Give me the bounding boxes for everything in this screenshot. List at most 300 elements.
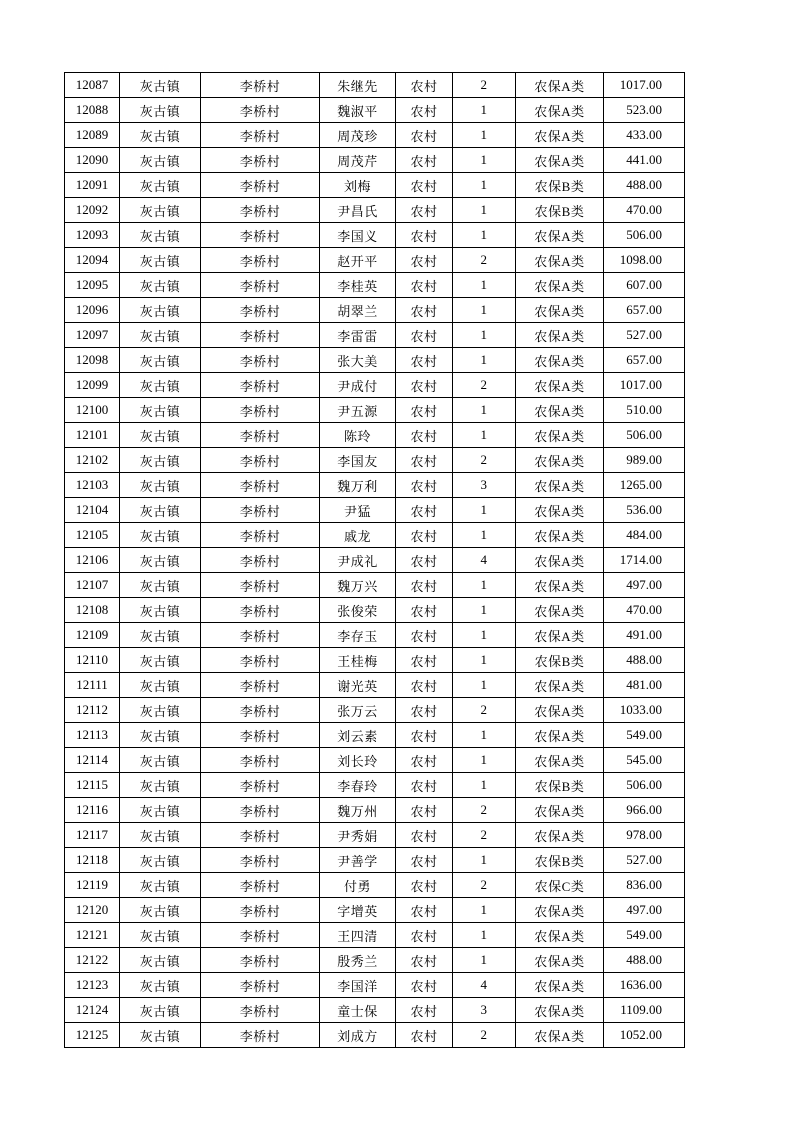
table-cell-category: 农村 xyxy=(396,698,453,723)
table-cell-town: 灰古镇 xyxy=(120,973,201,998)
table-cell-name: 李雷雷 xyxy=(320,323,396,348)
table-cell-village: 李桥村 xyxy=(201,573,320,598)
table-cell-category: 农村 xyxy=(396,398,453,423)
table-cell-amount: 1109.00 xyxy=(604,998,685,1023)
table-cell-category: 农村 xyxy=(396,723,453,748)
table-cell-id: 12106 xyxy=(65,548,120,573)
table-row xyxy=(65,698,685,723)
table-cell-village: 李桥村 xyxy=(201,73,320,98)
table-cell-person_count: 1 xyxy=(453,573,516,598)
table-cell-village: 李桥村 xyxy=(201,123,320,148)
table-cell-name: 尹成付 xyxy=(320,373,396,398)
table-cell-village: 李桥村 xyxy=(201,1023,320,1048)
table-row xyxy=(65,673,685,698)
table-cell-person_count: 1 xyxy=(453,773,516,798)
table-cell-amount: 481.00 xyxy=(604,673,685,698)
table-cell-village: 李桥村 xyxy=(201,173,320,198)
table-cell-category: 农村 xyxy=(396,373,453,398)
table-cell-amount: 484.00 xyxy=(604,523,685,548)
table-cell-name: 周茂珍 xyxy=(320,123,396,148)
table-cell-amount: 836.00 xyxy=(604,873,685,898)
table-cell-amount: 510.00 xyxy=(604,398,685,423)
table-cell-category: 农村 xyxy=(396,423,453,448)
table-cell-village: 李桥村 xyxy=(201,323,320,348)
table-cell-amount: 1098.00 xyxy=(604,248,685,273)
table-cell-id: 12119 xyxy=(65,873,120,898)
table-cell-name: 王四清 xyxy=(320,923,396,948)
data-table xyxy=(64,72,685,1048)
table-cell-id: 12104 xyxy=(65,498,120,523)
table-cell-insurance_type: 农保A类 xyxy=(516,448,604,473)
table-cell-amount: 1636.00 xyxy=(604,973,685,998)
table-row xyxy=(65,523,685,548)
table-cell-name: 朱继先 xyxy=(320,73,396,98)
table-cell-amount: 488.00 xyxy=(604,648,685,673)
table-cell-id: 12097 xyxy=(65,323,120,348)
table-row xyxy=(65,748,685,773)
table-row xyxy=(65,623,685,648)
table-cell-person_count: 2 xyxy=(453,448,516,473)
table-cell-amount: 497.00 xyxy=(604,898,685,923)
table-cell-amount: 470.00 xyxy=(604,198,685,223)
table-cell-town: 灰古镇 xyxy=(120,798,201,823)
table-cell-person_count: 4 xyxy=(453,973,516,998)
table-cell-town: 灰古镇 xyxy=(120,423,201,448)
table-cell-amount: 488.00 xyxy=(604,173,685,198)
table-cell-town: 灰古镇 xyxy=(120,348,201,373)
table-row xyxy=(65,648,685,673)
table-row xyxy=(65,848,685,873)
table-cell-village: 李桥村 xyxy=(201,248,320,273)
table-cell-amount: 1017.00 xyxy=(604,73,685,98)
table-cell-person_count: 1 xyxy=(453,98,516,123)
table-cell-insurance_type: 农保B类 xyxy=(516,773,604,798)
table-cell-insurance_type: 农保B类 xyxy=(516,173,604,198)
table-cell-name: 张俊荣 xyxy=(320,598,396,623)
table-cell-id: 12110 xyxy=(65,648,120,673)
table-row xyxy=(65,423,685,448)
table-cell-name: 尹善学 xyxy=(320,848,396,873)
table-cell-town: 灰古镇 xyxy=(120,598,201,623)
table-cell-person_count: 2 xyxy=(453,248,516,273)
table-cell-amount: 549.00 xyxy=(604,923,685,948)
table-row xyxy=(65,298,685,323)
table-cell-id: 12099 xyxy=(65,373,120,398)
table-row xyxy=(65,973,685,998)
table-cell-name: 尹五源 xyxy=(320,398,396,423)
table-cell-town: 灰古镇 xyxy=(120,173,201,198)
table-cell-insurance_type: 农保A类 xyxy=(516,423,604,448)
table-cell-amount: 657.00 xyxy=(604,348,685,373)
table-cell-category: 农村 xyxy=(396,198,453,223)
table-cell-id: 12111 xyxy=(65,673,120,698)
table-cell-insurance_type: 农保A类 xyxy=(516,473,604,498)
table-cell-category: 农村 xyxy=(396,548,453,573)
table-cell-id: 12091 xyxy=(65,173,120,198)
table-cell-id: 12123 xyxy=(65,973,120,998)
table-cell-category: 农村 xyxy=(396,98,453,123)
table-cell-town: 灰古镇 xyxy=(120,448,201,473)
table-cell-village: 李桥村 xyxy=(201,523,320,548)
table-cell-village: 李桥村 xyxy=(201,423,320,448)
table-cell-village: 李桥村 xyxy=(201,623,320,648)
table-cell-amount: 1033.00 xyxy=(604,698,685,723)
table-cell-town: 灰古镇 xyxy=(120,323,201,348)
table-cell-village: 李桥村 xyxy=(201,148,320,173)
table-cell-town: 灰古镇 xyxy=(120,823,201,848)
table-cell-name: 童士保 xyxy=(320,998,396,1023)
table-cell-town: 灰古镇 xyxy=(120,248,201,273)
table-row xyxy=(65,398,685,423)
table-cell-insurance_type: 农保A类 xyxy=(516,348,604,373)
table-cell-amount: 1714.00 xyxy=(604,548,685,573)
table-cell-name: 尹秀娟 xyxy=(320,823,396,848)
table-row xyxy=(65,348,685,373)
table-row xyxy=(65,148,685,173)
table-cell-name: 李国义 xyxy=(320,223,396,248)
table-row xyxy=(65,573,685,598)
table-cell-town: 灰古镇 xyxy=(120,298,201,323)
table-cell-person_count: 1 xyxy=(453,523,516,548)
table-cell-town: 灰古镇 xyxy=(120,498,201,523)
table-cell-amount: 433.00 xyxy=(604,123,685,148)
table-cell-town: 灰古镇 xyxy=(120,1023,201,1048)
table-cell-name: 殷秀兰 xyxy=(320,948,396,973)
table-cell-insurance_type: 农保A类 xyxy=(516,998,604,1023)
table-cell-name: 李春玲 xyxy=(320,773,396,798)
table-cell-name: 刘成方 xyxy=(320,1023,396,1048)
table-cell-name: 尹猛 xyxy=(320,498,396,523)
table-row xyxy=(65,198,685,223)
table-cell-category: 农村 xyxy=(396,573,453,598)
table-cell-insurance_type: 农保A类 xyxy=(516,923,604,948)
table-cell-category: 农村 xyxy=(396,823,453,848)
table-cell-village: 李桥村 xyxy=(201,898,320,923)
table-cell-person_count: 1 xyxy=(453,273,516,298)
table-cell-village: 李桥村 xyxy=(201,773,320,798)
table-cell-insurance_type: 农保A类 xyxy=(516,548,604,573)
table-cell-person_count: 1 xyxy=(453,723,516,748)
table-cell-person_count: 1 xyxy=(453,498,516,523)
table-cell-id: 12118 xyxy=(65,848,120,873)
table-cell-town: 灰古镇 xyxy=(120,848,201,873)
table-cell-category: 农村 xyxy=(396,523,453,548)
table-cell-insurance_type: 农保A类 xyxy=(516,98,604,123)
table-cell-name: 张大美 xyxy=(320,348,396,373)
table-cell-insurance_type: 农保B类 xyxy=(516,648,604,673)
table-cell-name: 刘云素 xyxy=(320,723,396,748)
table-cell-id: 12115 xyxy=(65,773,120,798)
table-cell-person_count: 1 xyxy=(453,173,516,198)
table-row xyxy=(65,248,685,273)
table-cell-name: 付勇 xyxy=(320,873,396,898)
table-cell-name: 胡翠兰 xyxy=(320,298,396,323)
table-cell-name: 魏万利 xyxy=(320,473,396,498)
table-cell-id: 12093 xyxy=(65,223,120,248)
table-cell-village: 李桥村 xyxy=(201,548,320,573)
table-cell-amount: 488.00 xyxy=(604,948,685,973)
table-row xyxy=(65,373,685,398)
table-cell-village: 李桥村 xyxy=(201,298,320,323)
table-cell-category: 农村 xyxy=(396,598,453,623)
table-cell-person_count: 1 xyxy=(453,598,516,623)
table-cell-name: 赵开平 xyxy=(320,248,396,273)
table-cell-name: 谢光英 xyxy=(320,673,396,698)
table-cell-id: 12113 xyxy=(65,723,120,748)
table-cell-town: 灰古镇 xyxy=(120,998,201,1023)
table-cell-insurance_type: 农保A类 xyxy=(516,748,604,773)
table-row xyxy=(65,773,685,798)
table-cell-person_count: 1 xyxy=(453,623,516,648)
table-cell-category: 农村 xyxy=(396,948,453,973)
table-cell-village: 李桥村 xyxy=(201,273,320,298)
table-cell-insurance_type: 农保A类 xyxy=(516,973,604,998)
table-cell-village: 李桥村 xyxy=(201,473,320,498)
table-cell-amount: 545.00 xyxy=(604,748,685,773)
table-cell-town: 灰古镇 xyxy=(120,773,201,798)
table-cell-town: 灰古镇 xyxy=(120,923,201,948)
table-row xyxy=(65,798,685,823)
table-row xyxy=(65,498,685,523)
table-cell-person_count: 1 xyxy=(453,923,516,948)
table-cell-town: 灰古镇 xyxy=(120,523,201,548)
table-cell-category: 农村 xyxy=(396,898,453,923)
table-row xyxy=(65,923,685,948)
table-row xyxy=(65,998,685,1023)
table-cell-town: 灰古镇 xyxy=(120,573,201,598)
table-cell-person_count: 2 xyxy=(453,798,516,823)
table-cell-person_count: 1 xyxy=(453,748,516,773)
table-cell-insurance_type: 农保A类 xyxy=(516,323,604,348)
table-cell-id: 12114 xyxy=(65,748,120,773)
table-cell-name: 王桂梅 xyxy=(320,648,396,673)
table-cell-id: 12117 xyxy=(65,823,120,848)
table-cell-category: 农村 xyxy=(396,223,453,248)
table-cell-name: 字增英 xyxy=(320,898,396,923)
table-cell-category: 农村 xyxy=(396,873,453,898)
table-cell-person_count: 2 xyxy=(453,873,516,898)
table-cell-town: 灰古镇 xyxy=(120,473,201,498)
table-cell-insurance_type: 农保B类 xyxy=(516,198,604,223)
table-cell-amount: 527.00 xyxy=(604,323,685,348)
table-cell-id: 12120 xyxy=(65,898,120,923)
table-cell-insurance_type: 农保A类 xyxy=(516,673,604,698)
table-row xyxy=(65,448,685,473)
table-cell-person_count: 1 xyxy=(453,848,516,873)
table-cell-person_count: 1 xyxy=(453,648,516,673)
table-cell-insurance_type: 农保A类 xyxy=(516,398,604,423)
table-cell-insurance_type: 农保A类 xyxy=(516,898,604,923)
table-cell-amount: 470.00 xyxy=(604,598,685,623)
table-cell-village: 李桥村 xyxy=(201,698,320,723)
table-cell-category: 农村 xyxy=(396,298,453,323)
table-cell-village: 李桥村 xyxy=(201,648,320,673)
table-cell-person_count: 2 xyxy=(453,1023,516,1048)
table-cell-amount: 657.00 xyxy=(604,298,685,323)
table-cell-village: 李桥村 xyxy=(201,348,320,373)
table-cell-insurance_type: 农保A类 xyxy=(516,523,604,548)
table-cell-person_count: 4 xyxy=(453,548,516,573)
table-cell-id: 12108 xyxy=(65,598,120,623)
table-row xyxy=(65,473,685,498)
table-cell-town: 灰古镇 xyxy=(120,648,201,673)
table-cell-person_count: 1 xyxy=(453,123,516,148)
table-cell-village: 李桥村 xyxy=(201,673,320,698)
table-cell-town: 灰古镇 xyxy=(120,398,201,423)
table-cell-id: 12121 xyxy=(65,923,120,948)
table-cell-person_count: 1 xyxy=(453,898,516,923)
table-cell-name: 尹昌氏 xyxy=(320,198,396,223)
table-cell-category: 农村 xyxy=(396,673,453,698)
table-cell-town: 灰古镇 xyxy=(120,123,201,148)
table-row xyxy=(65,73,685,98)
table-cell-person_count: 3 xyxy=(453,473,516,498)
table-cell-town: 灰古镇 xyxy=(120,623,201,648)
table-cell-village: 李桥村 xyxy=(201,598,320,623)
table-row xyxy=(65,1023,685,1048)
table-row xyxy=(65,723,685,748)
table-cell-category: 农村 xyxy=(396,748,453,773)
table-cell-category: 农村 xyxy=(396,173,453,198)
table-cell-category: 农村 xyxy=(396,923,453,948)
table-cell-insurance_type: 农保A类 xyxy=(516,798,604,823)
table-cell-village: 李桥村 xyxy=(201,373,320,398)
table-cell-id: 12088 xyxy=(65,98,120,123)
table-cell-town: 灰古镇 xyxy=(120,148,201,173)
table-cell-id: 12105 xyxy=(65,523,120,548)
table-cell-category: 农村 xyxy=(396,498,453,523)
table-cell-person_count: 1 xyxy=(453,423,516,448)
table-cell-village: 李桥村 xyxy=(201,998,320,1023)
table-cell-category: 农村 xyxy=(396,1023,453,1048)
table-cell-amount: 1052.00 xyxy=(604,1023,685,1048)
table-body xyxy=(65,73,685,1048)
table-row xyxy=(65,948,685,973)
table-cell-person_count: 1 xyxy=(453,948,516,973)
table-cell-id: 12124 xyxy=(65,998,120,1023)
table-cell-id: 12092 xyxy=(65,198,120,223)
table-cell-village: 李桥村 xyxy=(201,948,320,973)
table-cell-person_count: 1 xyxy=(453,398,516,423)
table-cell-id: 12090 xyxy=(65,148,120,173)
table-cell-person_count: 2 xyxy=(453,698,516,723)
table-cell-amount: 607.00 xyxy=(604,273,685,298)
table-cell-category: 农村 xyxy=(396,123,453,148)
table-cell-village: 李桥村 xyxy=(201,223,320,248)
table-row xyxy=(65,598,685,623)
table-cell-town: 灰古镇 xyxy=(120,873,201,898)
table-cell-town: 灰古镇 xyxy=(120,373,201,398)
table-cell-insurance_type: 农保A类 xyxy=(516,823,604,848)
table-cell-id: 12122 xyxy=(65,948,120,973)
table-cell-insurance_type: 农保A类 xyxy=(516,723,604,748)
table-cell-person_count: 3 xyxy=(453,998,516,1023)
table-row xyxy=(65,898,685,923)
table-cell-person_count: 1 xyxy=(453,223,516,248)
table-cell-insurance_type: 农保A类 xyxy=(516,598,604,623)
table-cell-insurance_type: 农保A类 xyxy=(516,698,604,723)
table-cell-category: 农村 xyxy=(396,998,453,1023)
table-cell-id: 12125 xyxy=(65,1023,120,1048)
table-cell-village: 李桥村 xyxy=(201,98,320,123)
table-cell-id: 12112 xyxy=(65,698,120,723)
table-cell-village: 李桥村 xyxy=(201,398,320,423)
table-cell-amount: 536.00 xyxy=(604,498,685,523)
table-cell-person_count: 2 xyxy=(453,73,516,98)
table-cell-village: 李桥村 xyxy=(201,973,320,998)
table-cell-id: 12089 xyxy=(65,123,120,148)
table-cell-id: 12107 xyxy=(65,573,120,598)
table-cell-insurance_type: 农保A类 xyxy=(516,298,604,323)
table-cell-name: 戚龙 xyxy=(320,523,396,548)
table-cell-town: 灰古镇 xyxy=(120,98,201,123)
table-row xyxy=(65,98,685,123)
table-cell-id: 12109 xyxy=(65,623,120,648)
table-cell-insurance_type: 农保A类 xyxy=(516,1023,604,1048)
table-cell-amount: 506.00 xyxy=(604,773,685,798)
table-cell-village: 李桥村 xyxy=(201,723,320,748)
table-cell-category: 农村 xyxy=(396,248,453,273)
table-cell-town: 灰古镇 xyxy=(120,198,201,223)
table-cell-village: 李桥村 xyxy=(201,448,320,473)
table-cell-amount: 527.00 xyxy=(604,848,685,873)
table-cell-insurance_type: 农保A类 xyxy=(516,373,604,398)
table-cell-id: 12098 xyxy=(65,348,120,373)
table-cell-insurance_type: 农保A类 xyxy=(516,948,604,973)
table-cell-insurance_type: 农保A类 xyxy=(516,223,604,248)
table-cell-person_count: 1 xyxy=(453,323,516,348)
table-cell-town: 灰古镇 xyxy=(120,548,201,573)
table-cell-amount: 491.00 xyxy=(604,623,685,648)
table-cell-village: 李桥村 xyxy=(201,823,320,848)
table-cell-person_count: 2 xyxy=(453,823,516,848)
table-cell-village: 李桥村 xyxy=(201,748,320,773)
table-cell-town: 灰古镇 xyxy=(120,273,201,298)
table-cell-category: 农村 xyxy=(396,773,453,798)
table-cell-id: 12100 xyxy=(65,398,120,423)
table-cell-id: 12096 xyxy=(65,298,120,323)
table-cell-category: 农村 xyxy=(396,73,453,98)
table-cell-town: 灰古镇 xyxy=(120,673,201,698)
table-cell-category: 农村 xyxy=(396,273,453,298)
table-cell-name: 李存玉 xyxy=(320,623,396,648)
table-cell-name: 魏淑平 xyxy=(320,98,396,123)
table-cell-category: 农村 xyxy=(396,648,453,673)
table-cell-amount: 978.00 xyxy=(604,823,685,848)
table-cell-amount: 506.00 xyxy=(604,423,685,448)
table-cell-name: 李桂英 xyxy=(320,273,396,298)
table-cell-amount: 1017.00 xyxy=(604,373,685,398)
table-cell-insurance_type: 农保A类 xyxy=(516,573,604,598)
table-cell-town: 灰古镇 xyxy=(120,748,201,773)
table-cell-insurance_type: 农保A类 xyxy=(516,273,604,298)
table-row xyxy=(65,323,685,348)
table-cell-amount: 1265.00 xyxy=(604,473,685,498)
table-cell-category: 农村 xyxy=(396,798,453,823)
table-cell-village: 李桥村 xyxy=(201,798,320,823)
table-cell-name: 李国洋 xyxy=(320,973,396,998)
table-cell-category: 农村 xyxy=(396,848,453,873)
table-cell-name: 尹成礼 xyxy=(320,548,396,573)
table-cell-amount: 497.00 xyxy=(604,573,685,598)
table-row xyxy=(65,548,685,573)
table-cell-category: 农村 xyxy=(396,623,453,648)
table-cell-category: 农村 xyxy=(396,148,453,173)
table-cell-town: 灰古镇 xyxy=(120,898,201,923)
table-cell-person_count: 1 xyxy=(453,148,516,173)
table-cell-village: 李桥村 xyxy=(201,873,320,898)
table-cell-amount: 523.00 xyxy=(604,98,685,123)
